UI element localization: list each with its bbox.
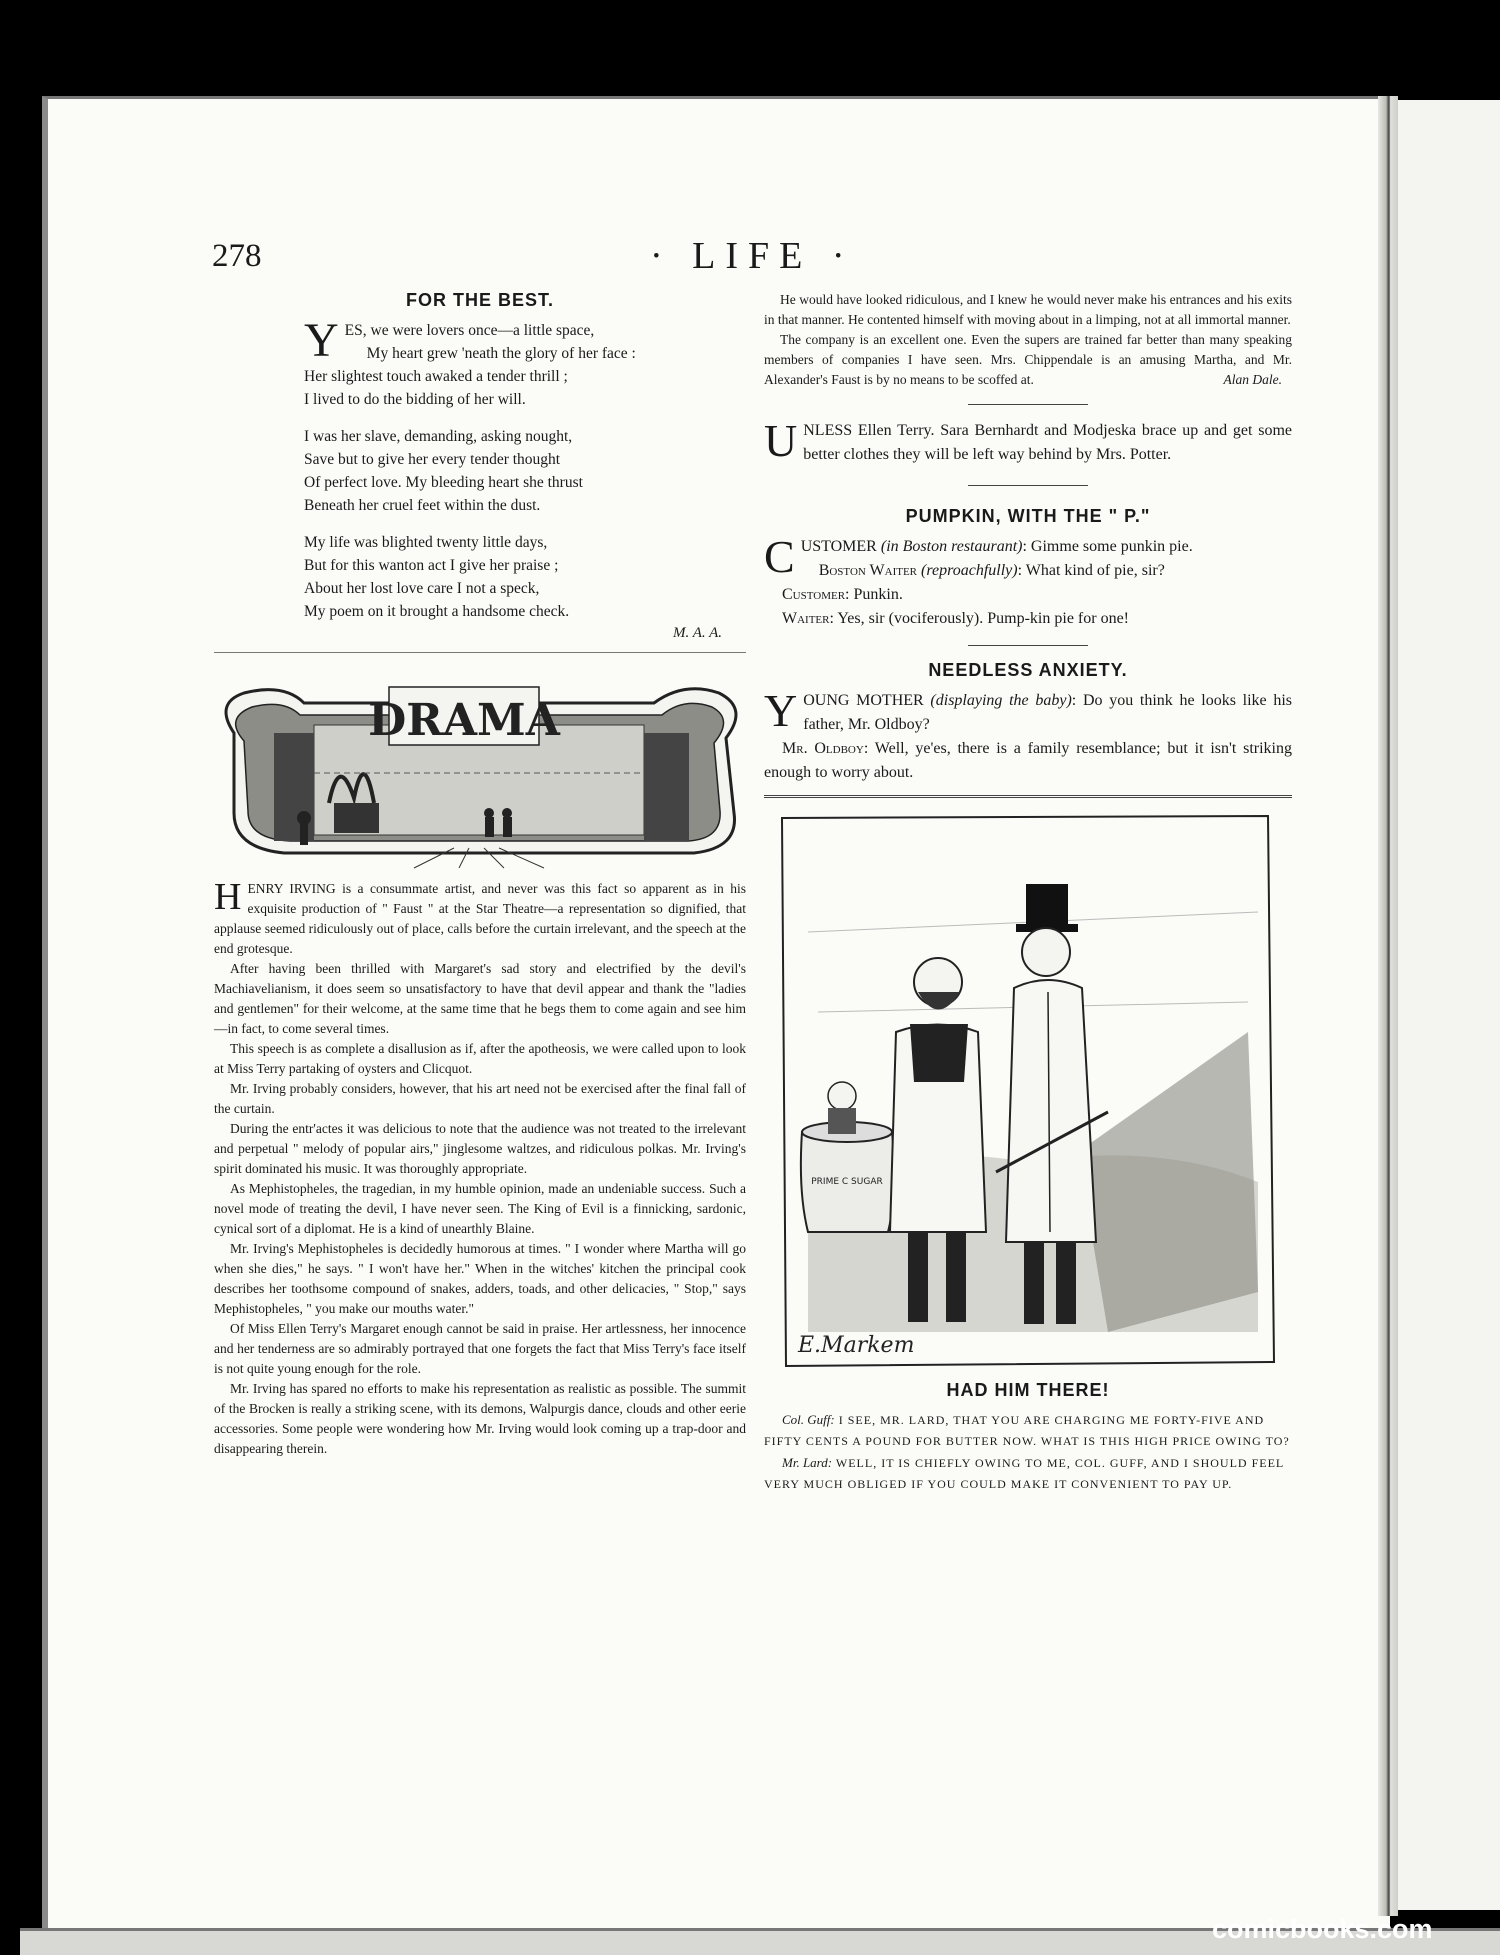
needless-item bbox=[764, 685, 1293, 785]
cartoon bbox=[778, 812, 1278, 1372]
unless-item bbox=[764, 415, 1292, 467]
paragraph: UNLESS Ellen Terry. Sara Bernhardt and Modjeska brace up and get some better clothes they will be left way behind by Mrs. Potter. bbox=[764, 415, 1292, 466]
poem-line: My life was blighted twenty little days, bbox=[304, 534, 548, 551]
lead-words: ENRY IRVING bbox=[247, 881, 336, 896]
left-column bbox=[214, 290, 746, 1459]
dropcap: C bbox=[764, 531, 795, 582]
dialog-line: Mr. Oldboy: Well, ye'es, there is a family resemblance; but it isn't striking enough to worry about. bbox=[764, 740, 1292, 781]
poem-line: I was her slave, demanding, asking nought, bbox=[304, 428, 573, 445]
magazine-title: · LIFE · bbox=[650, 235, 855, 277]
drama-banner-title: DRAMA bbox=[368, 695, 560, 746]
article-paragraph: During the entr'actes it was delicious to note that the audience was not treated to the irrelevant and perpetual " melody of popular airs," jinglesome waltzes, and ridiculous polkas. Mr. Irving's spirit dominated his music. It was thoroughly appropriate. bbox=[214, 1121, 746, 1176]
drama-banner-illustration bbox=[214, 663, 746, 873]
dialog-line: Mr. Lard: WELL, IT IS CHIEFLY OWING TO ME, COL. GUFF, AND I SHOULD FEEL VERY MUCH OBLIGED IF YOU COULD MAKE IT CONVENIENT TO PAY UP. bbox=[764, 1455, 1284, 1491]
poem-signature: M. A. A. bbox=[672, 625, 722, 641]
poem-line: My heart grew 'neath the glory of her face : bbox=[366, 345, 636, 362]
stanza bbox=[304, 531, 746, 623]
dialog-line: Boston Waiter (reproachfully): What kind of pie, sir? bbox=[818, 562, 1165, 579]
dropcap: U bbox=[764, 415, 798, 466]
drama-signature: Alan Dale. bbox=[1223, 372, 1282, 387]
poem-line: Save but to give her every tender thought bbox=[304, 451, 561, 468]
article-paragraph: As Mephistopheles, the tragedian, in my humble opinion, made an undeniable success. Such a novel mode of treating the devil, I have never seen. The King of Evil is a finnicking, sardonic, cynical sort of a diplomat. He is a kind of unearthly Blaine. bbox=[214, 1181, 746, 1236]
pumpkin-title: PUMPKIN, WITH THE " P." bbox=[905, 506, 1151, 526]
dialog-line: Col. Guff: I SEE, MR. LARD, THAT YOU ARE CHARGING ME FORTY-FIVE AND FIFTY CENTS A POUND FOR BUTTER NOW. WHAT IS THIS HIGH PRICE OWING TO? bbox=[764, 1412, 1290, 1448]
dialog-line: Customer: Punkin. bbox=[782, 586, 903, 603]
dialog-line: Waiter: Yes, sir (vociferously). Pump-kin pie for one! bbox=[782, 610, 1129, 627]
poem-line: My poem on it brought a handsome check. bbox=[304, 603, 570, 620]
divider bbox=[968, 485, 1088, 486]
right-column bbox=[764, 290, 1292, 1495]
dropcap: Y bbox=[304, 314, 339, 367]
article-paragraph: After having been thrilled with Margaret's sad story and electrified by the devil's Machiavelianism, it does seem so unsatisfactory to have that devil appear and thank the "ladies and gentlemen" for their welcome, at the same time that he begs them to come again and see him—in fact, to come several times. bbox=[214, 961, 746, 1036]
poem-line: But for this wanton act I give her praise ; bbox=[304, 557, 559, 574]
divider bbox=[968, 645, 1088, 646]
drama-article-continued bbox=[764, 290, 1292, 390]
stanza bbox=[304, 425, 746, 517]
poem-title: FOR THE BEST. bbox=[405, 290, 554, 310]
next-page-strip bbox=[1398, 100, 1500, 1910]
dropcap: Y bbox=[764, 685, 798, 736]
article-paragraph: Mr. Irving probably considers, however, that his art need not be exercised after the final fall of the curtain. bbox=[214, 1081, 746, 1116]
article-paragraph: HENRY IRVING is a consummate artist, and never was this fact so apparent as in his exquisite production of " Faust " at the Star Theatre—a representation so dignified, that applause seemed ridiculously out of place, calls before the curtain irrelevant, and the speech at the end grotesque. bbox=[214, 876, 746, 956]
poem-line: I lived to do the bidding of her will. bbox=[304, 391, 526, 408]
dialog-line: CUSTOMER (in Boston restaurant): Gimme some punkin pie. bbox=[764, 531, 1193, 582]
pumpkin-item bbox=[764, 531, 1292, 631]
article-paragraph: He would have looked ridiculous, and I knew he would never make his entrances and his exits in that manner. He contented himself with moving about in a limping, not at all immortal manner. bbox=[764, 292, 1292, 327]
watermark-credit: comicbooks.com bbox=[1212, 1914, 1433, 1944]
drama-banner bbox=[214, 663, 746, 873]
double-divider bbox=[764, 795, 1292, 798]
poem-line: ES, we were lovers once—a little space, bbox=[344, 322, 595, 339]
cartoon-dialog bbox=[764, 1409, 1292, 1495]
poem-line: Of perfect love. My bleeding heart she thrust bbox=[304, 474, 583, 491]
article-paragraph: The company is an excellent one. Even the supers are trained far better than many speaking members of companies I have seen. Mrs. Chippendale is an amusing Martha, and Mr. Alexander's Faust is by no means to be scoffed at. bbox=[764, 332, 1292, 387]
divider bbox=[214, 652, 746, 653]
drama-article bbox=[214, 876, 746, 1459]
stanza bbox=[304, 314, 746, 411]
poem-line: Beneath her cruel feet within the dust. bbox=[304, 497, 541, 514]
article-paragraph: Of Miss Ellen Terry's Margaret enough cannot be said in praise. Her artlessness, her innocence and her tenderness are so admirably portrayed that one forgets the fact that Miss Terry's face itself is not quite young enough for the role. bbox=[214, 1321, 746, 1376]
artist-signature: E.Markem bbox=[798, 1333, 915, 1358]
poem-line: About her lost love care I not a speck, bbox=[304, 580, 540, 597]
dialog-line: YOUNG MOTHER (displaying the baby): Do you think he looks like his father, Mr. Oldboy? bbox=[764, 685, 1293, 736]
poem-line: Her slightest touch awaked a tender thrill ; bbox=[304, 368, 568, 385]
article-paragraph: Mr. Irving's Mephistopheles is decidedly humorous at times. " I wonder where Martha will go when she dies," he says. " I won't have her." When in the witches' kitchen the principal cook describes her toothsome compound of snakes, adders, toads, and other delicacies, " Stop," says Mephistopheles, " you make our mouths water." bbox=[214, 1241, 746, 1316]
page-number: 278 bbox=[212, 238, 262, 274]
cartoon-illustration bbox=[778, 812, 1278, 1372]
cartoon-caption: HAD HIM THERE! bbox=[946, 1380, 1110, 1400]
barrel-label: PRIME C SUGAR bbox=[811, 1177, 883, 1187]
dropcap: H bbox=[214, 876, 242, 918]
article-paragraph: This speech is as complete a disallusion as if, after the apotheosis, we were called upon to look at Miss Terry partaking of oysters and Clicquot. bbox=[214, 1041, 746, 1076]
page-edge bbox=[1378, 96, 1398, 1916]
poem bbox=[304, 314, 746, 623]
needless-title: NEEDLESS ANXIETY. bbox=[928, 660, 1128, 680]
article-paragraph: Mr. Irving has spared no efforts to make his representation as realistic as possible. The summit of the Brocken is really a striking scene, with its demons, Walpurgis dance, clouds and other eerie accessories. Some people were wondering how Mr. Irving would look coming up a trap-door and disappearing therein. bbox=[214, 1381, 746, 1456]
divider bbox=[968, 404, 1088, 405]
